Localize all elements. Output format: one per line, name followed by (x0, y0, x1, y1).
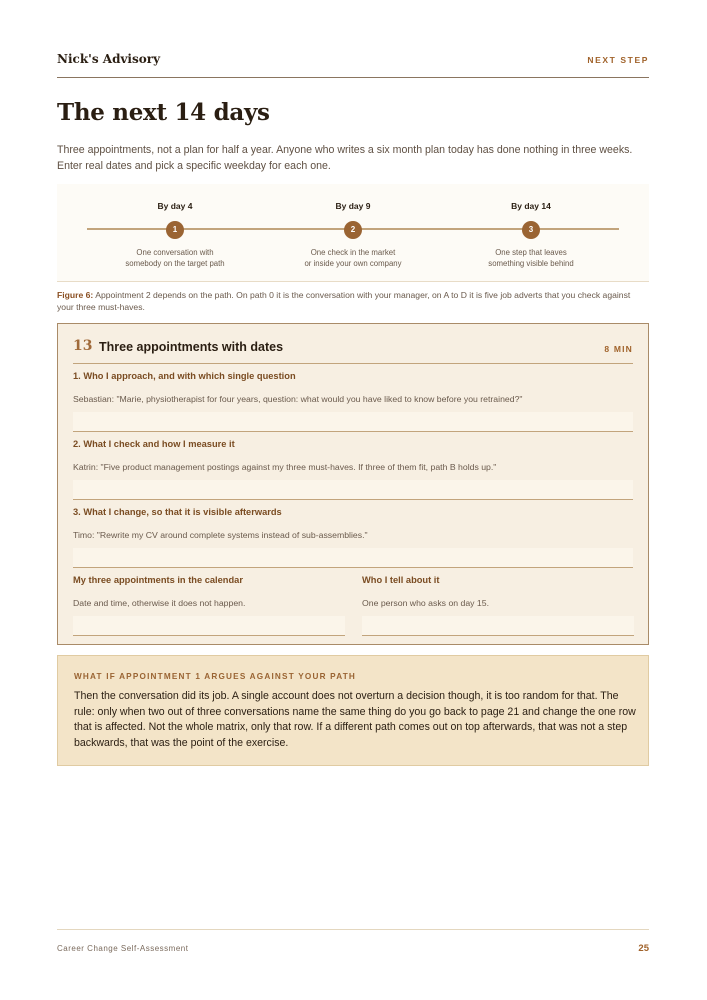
timeline-step-desc-line: One conversation with (136, 248, 214, 257)
page-header (57, 52, 649, 78)
section-tag: NEXT STEP (587, 55, 649, 65)
timeline-step-desc-line: One check in the market (310, 248, 396, 257)
timeline-figure (57, 184, 649, 282)
question-label: My three appointments in the calendar (73, 575, 243, 585)
question-example: Timo: "Rewrite my CV around complete systems instead of sub-assemblies." (73, 530, 368, 540)
timeline-step-when: By day 9 (335, 201, 371, 211)
timeline-step-when: By day 4 (157, 201, 193, 211)
timeline-step-desc (446, 247, 616, 269)
tell-question (362, 575, 634, 636)
timeline-step-number: 3 (522, 221, 540, 239)
timeline-step-desc-line: something visible behind (488, 259, 574, 268)
exercise-box (57, 323, 649, 645)
question-label: 1. Who I approach, and with which single question (73, 371, 296, 381)
answer-field-3[interactable] (73, 548, 633, 568)
question-example: One person who asks on day 15. (362, 598, 490, 608)
callout-label: WHAT IF APPOINTMENT 1 ARGUES AGAINST YOUR PATH (74, 672, 357, 681)
timeline-step-desc (90, 247, 260, 269)
exercise-header (73, 324, 633, 364)
callout-text: Then the conversation did its job. A single account does not overturn a decision though, it is too random for that. The rule: only when two out of three conversations name the same thing do you go back to page 21 and change the one row that is affected. Not the whole matrix, only that row. If a different path comes out on top afterwards, that was not a step backwards, that was the point of the exercise. (74, 690, 636, 749)
exercise-duration: 8 MIN (604, 344, 633, 354)
timeline-step-desc-line: One step that leaves (495, 248, 567, 257)
timeline-step-desc-line: or inside your own company (304, 259, 402, 268)
page-title: The next 14 days (57, 99, 270, 126)
timeline-step-when: By day 14 (511, 201, 551, 211)
question-example: Date and time, otherwise it does not happen. (73, 598, 246, 608)
question-2 (73, 439, 633, 500)
page-footer (57, 929, 649, 957)
footer-doc-title: Career Change Self-Assessment (57, 944, 189, 953)
question-example: Katrin: "Five product management postings against my three must-haves. If three of them fit, path B holds up." (73, 462, 497, 472)
timeline-step-number: 2 (344, 221, 362, 239)
intro-paragraph: Three appointments, not a plan for half a year. Anyone who writes a six month plan today has done nothing in three weeks. Enter real dates and pick a specific weekday for each one. (57, 144, 633, 172)
exercise-number: 13 (73, 338, 93, 354)
figure-caption (57, 289, 649, 313)
exercise-title: Three appointments with dates (99, 340, 284, 354)
calendar-question (73, 575, 345, 636)
callout-box (57, 655, 649, 766)
question-label: 2. What I check and how I measure it (73, 439, 235, 449)
brand-name: Nick's Advisory (57, 52, 161, 66)
question-3 (73, 507, 633, 568)
question-example: Sebastian: "Marie, physiotherapist for four years, question: what would you have liked to know before you retrained?" (73, 394, 523, 404)
figure-caption-label: Figure 6: (57, 290, 94, 300)
page-number: 25 (638, 943, 649, 954)
timeline-step-number: 1 (166, 221, 184, 239)
question-label: 3. What I change, so that it is visible afterwards (73, 507, 282, 517)
question-1 (73, 371, 633, 432)
timeline-step-desc-line: somebody on the target path (125, 259, 225, 268)
figure-caption-text: Appointment 2 depends on the path. On path 0 it is the conversation with your manager, on A to D it is five job adverts that you check against your three must-haves. (57, 290, 631, 312)
calendar-field[interactable] (73, 616, 345, 636)
answer-field-2[interactable] (73, 480, 633, 500)
question-label: Who I tell about it (362, 575, 440, 585)
timeline-step-desc (268, 247, 438, 269)
tell-field[interactable] (362, 616, 634, 636)
answer-field-1[interactable] (73, 412, 633, 432)
